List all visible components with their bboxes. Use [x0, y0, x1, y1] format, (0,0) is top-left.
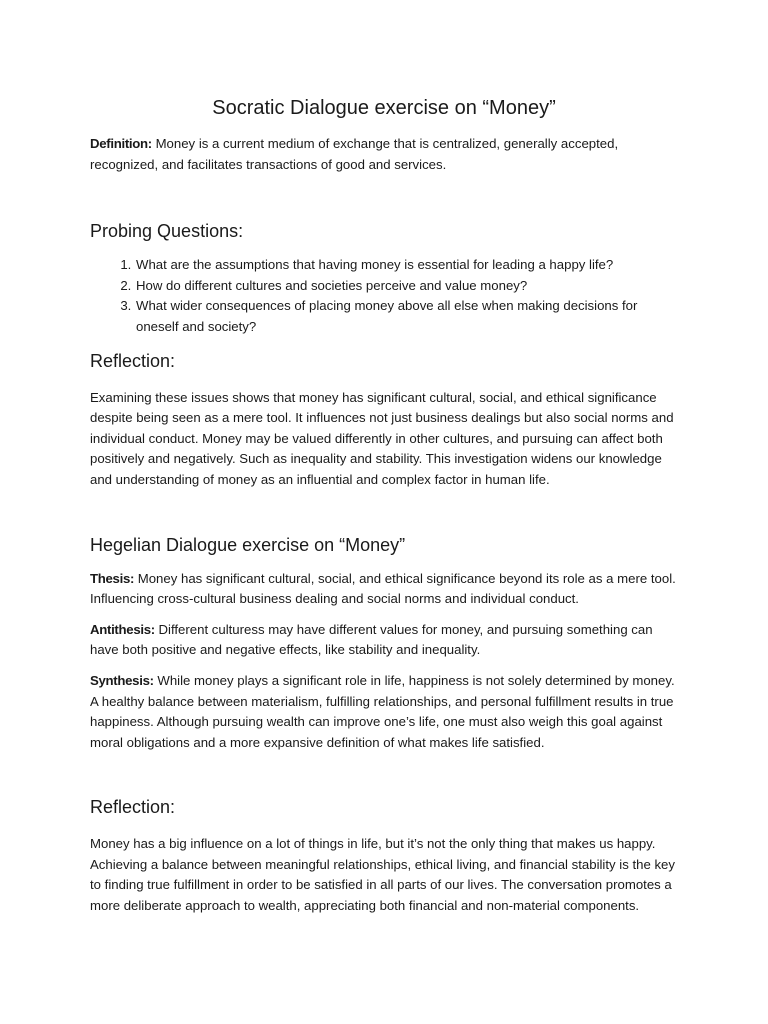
reflection-paragraph: Examining these issues shows that money has significant cultural, social, and ethical significance despite being seen as a mere tool. It influences not just business dealings but also social norms and individual conduct. Money may be valued differently in other cultures, and pursuing can affect both positively and negatively. Such as inequality and stability. This investigation widens our knowledge and understanding of money as an influential and complex factor in human life. — [90, 389, 674, 487]
thesis-paragraph — [90, 569, 678, 610]
reflection-heading: Reflection: — [90, 350, 176, 371]
reflection-heading-2: Reflection: — [90, 797, 176, 818]
antithesis-paragraph — [90, 620, 678, 661]
synthesis-paragraph — [90, 671, 678, 753]
hegelian-heading: Hegelian Dialogue exercise on “Money” — [90, 534, 406, 555]
reflection-paragraph-2: Money has a big influence on a lot of things in life, but it’s not the only thing that makes us happy. Achieving a balance between meaningful relationships, ethical living, and financial stability is the key to finding true fulfillment in order to be satisfied in all parts of our lives. The conversation promotes a more deliberate approach to wealth, appreciating both financial and non-material components. — [90, 836, 675, 914]
antithesis-label: Antithesis: — [90, 621, 155, 637]
thesis-label: Thesis: — [90, 570, 135, 586]
thesis-text: Money has significant cultural, social, and ethical significance beyond its role as a mere tool. Influencing cross-cultural business dealing and social norms and individual conduct. — [90, 570, 676, 607]
definition-label: Definition: — [90, 136, 152, 151]
definition-paragraph — [90, 134, 678, 175]
definition-text: Money is a current medium of exchange that is centralized, generally accepted, recognized, and facilitates transactions of good and services. — [90, 136, 619, 172]
antithesis-text: Different culturess may have different values for money, and pursuing something can have both positive and negative effects, like stability and inequality. — [90, 621, 653, 658]
synthesis-text: While money plays a significant role in life, happiness is not solely determined by money. A healthy balance between materialism, fulfilling relationships, and personal fulfillment results in true happiness. Although pursuing wealth can improve one’s life, one must also weigh this goal against moral obligations and a more expansive definition of what makes life satisfied. — [90, 672, 675, 750]
synthesis-label: Synthesis: — [90, 672, 154, 688]
probing-questions-heading: Probing Questions: — [90, 221, 244, 242]
list-item: 2. How do different cultures and societies perceive and value money? — [135, 276, 678, 297]
page-title: Socratic Dialogue exercise on “Money” — [212, 97, 556, 119]
list-item: 3. What wider consequences of placing money above all else when making decisions for oneself and society? — [135, 296, 678, 337]
list-item: 1. What are the assumptions that having money is essential for leading a happy life? — [135, 255, 678, 276]
probing-questions-list — [90, 255, 678, 337]
